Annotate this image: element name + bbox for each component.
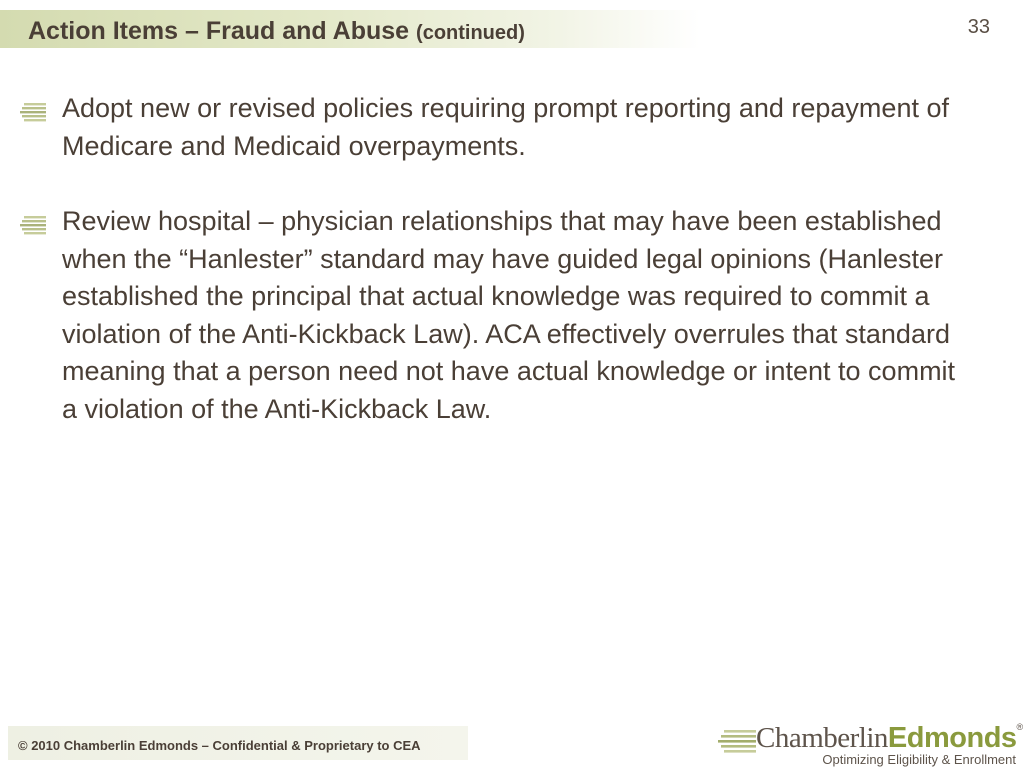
logo-name-part1: Chamberlin <box>756 722 888 754</box>
logo-trademark: ® <box>1016 722 1023 732</box>
logo-wordmark <box>756 722 1023 755</box>
bullet-item <box>18 90 958 165</box>
footer-copyright: © 2010 Chamberlin Edmonds – Confidential & Proprietary to CEA <box>18 738 421 753</box>
logo-tagline: Optimizing Eligibility & Enrollment <box>822 752 1016 767</box>
slide-title-text: Action Items – Fraud and Abuse <box>28 17 417 45</box>
slide-title-suffix: (continued) <box>416 22 525 44</box>
logo-name-part2: Edmonds <box>887 722 1017 754</box>
striped-bullet-icon <box>18 102 48 122</box>
slide-title <box>28 17 525 46</box>
bullet-text: Review hospital – physician relationships that may have been established when the “Hanlester” standard may have guided legal opinions (Hanlester established the principal that actual knowledge was required to commit a violation of the Anti-Kickback Law). ACA effectively overrules that standard meaning that a person need not have actual knowledge or intent to commit a violation of the Anti-Kickback Law. <box>62 206 956 424</box>
company-logo <box>712 722 1022 768</box>
logo-stripes-icon <box>716 730 756 754</box>
bullet-item <box>18 203 958 428</box>
striped-bullet-icon <box>18 215 48 235</box>
slide-number: 33 <box>967 16 990 38</box>
bullet-text: Adopt new or revised policies requiring prompt reporting and repayment of Medicare and Medicaid overpayments. <box>62 93 949 161</box>
bullet-list <box>18 90 958 428</box>
